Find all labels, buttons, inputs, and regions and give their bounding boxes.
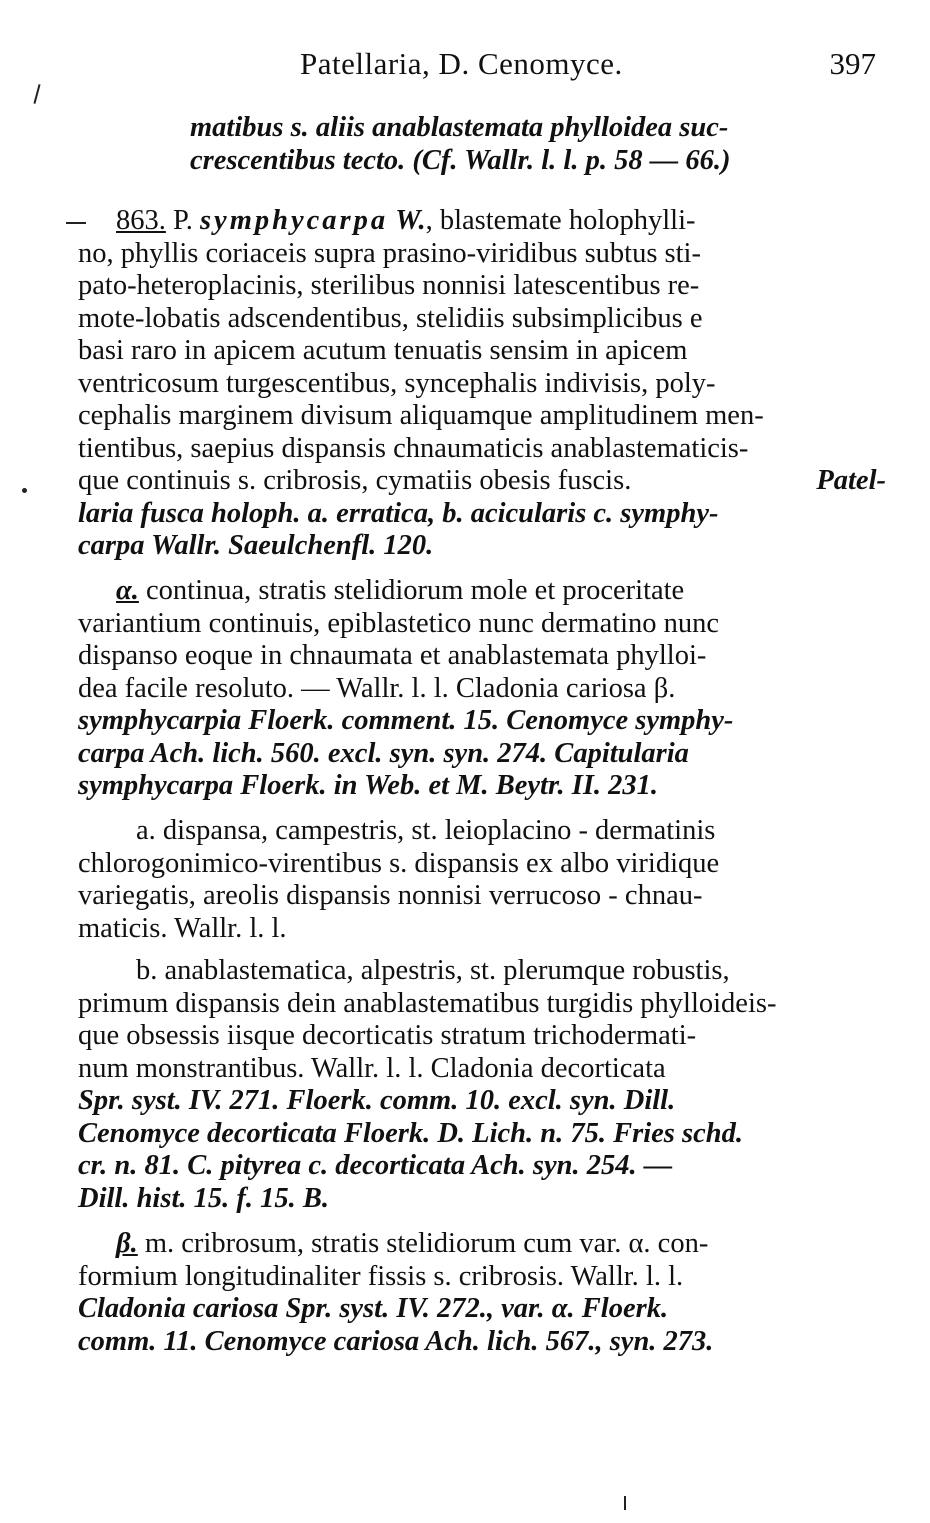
variety-beta [78, 1228, 886, 1358]
text-line: mote-lobatis adscendentibus, stelidiis subsimplicibus e [78, 302, 703, 334]
margin-mark [22, 488, 27, 493]
species-name: symphycarpa [199, 205, 389, 236]
text-line: Dill. hist. 15. f. 15. B. [78, 1182, 329, 1214]
text-line [78, 1228, 886, 1261]
intro-paragraph [190, 112, 886, 177]
page-number: 397 [829, 46, 876, 81]
text-line: formium longitudinaliter fissis s. cribrosis. Wallr. l. l. [78, 1260, 684, 1292]
text-line: carpa Wallr. Saeulchenfl. 120. [78, 530, 434, 561]
text-line [78, 575, 886, 608]
variety-b [78, 955, 886, 1215]
text-line: dispanso eoque in chnaumata et anablastemata phylloi- [78, 640, 707, 671]
species-entry-863 [78, 205, 886, 563]
text-line: no, phyllis coriaceis supra prasino-viridibus subtus sti- [78, 237, 701, 269]
text-line: comm. 11. Cenomyce cariosa Ach. lich. 567., syn. 273. [78, 1325, 714, 1357]
text-line: Spr. syst. IV. 271. Floerk. comm. 10. excl. syn. Dill. [78, 1085, 676, 1116]
variety-alpha [78, 575, 886, 803]
species-number: 863. [116, 205, 166, 236]
text-line: que continuis s. cribrosis, cymatiis obesis fuscis. Patel- [78, 465, 886, 496]
text-line [78, 815, 886, 848]
text-line: symphycarpa Floerk. in Web. et M. Beytr. II. 231. [78, 770, 659, 801]
species-genus: P. [173, 205, 193, 236]
variety-beta-label: β. m. cribrosum, stratis stelidiorum cum var. α. con- [116, 1228, 709, 1259]
text-line: dea facile resoluto. — Wallr. l. l. Cladonia cariosa β. [78, 672, 676, 704]
text-line: Cenomyce decorticata Floerk. D. Lich. n. 75. Fries schd. [78, 1117, 743, 1149]
species-line-0: , blastemate holophylli- [425, 205, 696, 236]
running-head: Patellaria, D. Cenomyce. [300, 46, 623, 81]
text-line: maticis. Wallr. l. l. [78, 912, 287, 944]
variety-a [78, 815, 886, 945]
text-line: variantium continuis, epiblastetico nunc dermatino nunc [78, 607, 720, 639]
text-line: ventricosum turgescentibus, syncephalis indivisis, poly- [78, 367, 716, 399]
page-header [0, 46, 930, 90]
text-line: pato-heteroplacinis, sterilibus nonnisi latescentibus re- [78, 270, 700, 301]
text-line: cr. n. 81. C. pityrea c. decorticata Ach. syn. 254. — [78, 1150, 673, 1181]
text-line [78, 955, 886, 988]
margin-mark [66, 222, 86, 224]
text-line: tientibus, saepius dispansis chnaumaticis anablastematicis- [78, 432, 749, 464]
variety-a-label: a. dispansa, campestris, st. leioplacino - dermatinis [136, 815, 716, 846]
variety-alpha-label: α. continua, stratis stelidiorum mole et proceritate [116, 575, 685, 606]
text-line: chlorogonimico-virentibus s. dispansis ex albo viridique [78, 847, 720, 879]
text-line: crescentibus tecto. (Cf. Wallr. l. l. p. 58 — 66.) [190, 144, 731, 176]
species-author: W. [395, 205, 426, 236]
text-line: symphycarpia Floerk. comment. 15. Cenomyce symphy- [78, 705, 734, 736]
text-line: laria fusca holoph. a. erratica, b. acicularis c. symphy- [78, 497, 719, 529]
text-line: carpa Ach. lich. 560. excl. syn. syn. 274. Capitularia [78, 737, 689, 769]
margin-mark [624, 1496, 626, 1510]
text-line: primum dispansis dein anablastematibus turgidis phylloideis- [78, 987, 777, 1019]
variety-b-label: b. anablastematica, alpestris, st. plerumque robustis, [136, 955, 730, 986]
text-line: Cladonia cariosa Spr. syst. IV. 272., var. α. Floerk. [78, 1293, 669, 1324]
text-line: variegatis, areolis dispansis nonnisi verrucoso - chnau- [78, 880, 703, 911]
text-line: que obsessis iisque decorticatis stratum trichodermati- [78, 1020, 697, 1051]
text-line [78, 205, 886, 238]
text-line: cephalis marginem divisum aliquamque amplitudinem men- [78, 400, 764, 431]
text-line: basi raro in apicem acutum tenuatis sensim in apicem [78, 335, 688, 366]
text-line: num monstrantibus. Wallr. l. l. Cladonia decorticata [78, 1052, 666, 1084]
text-line: matibus s. aliis anablastemata phylloidea suc- [190, 112, 729, 143]
